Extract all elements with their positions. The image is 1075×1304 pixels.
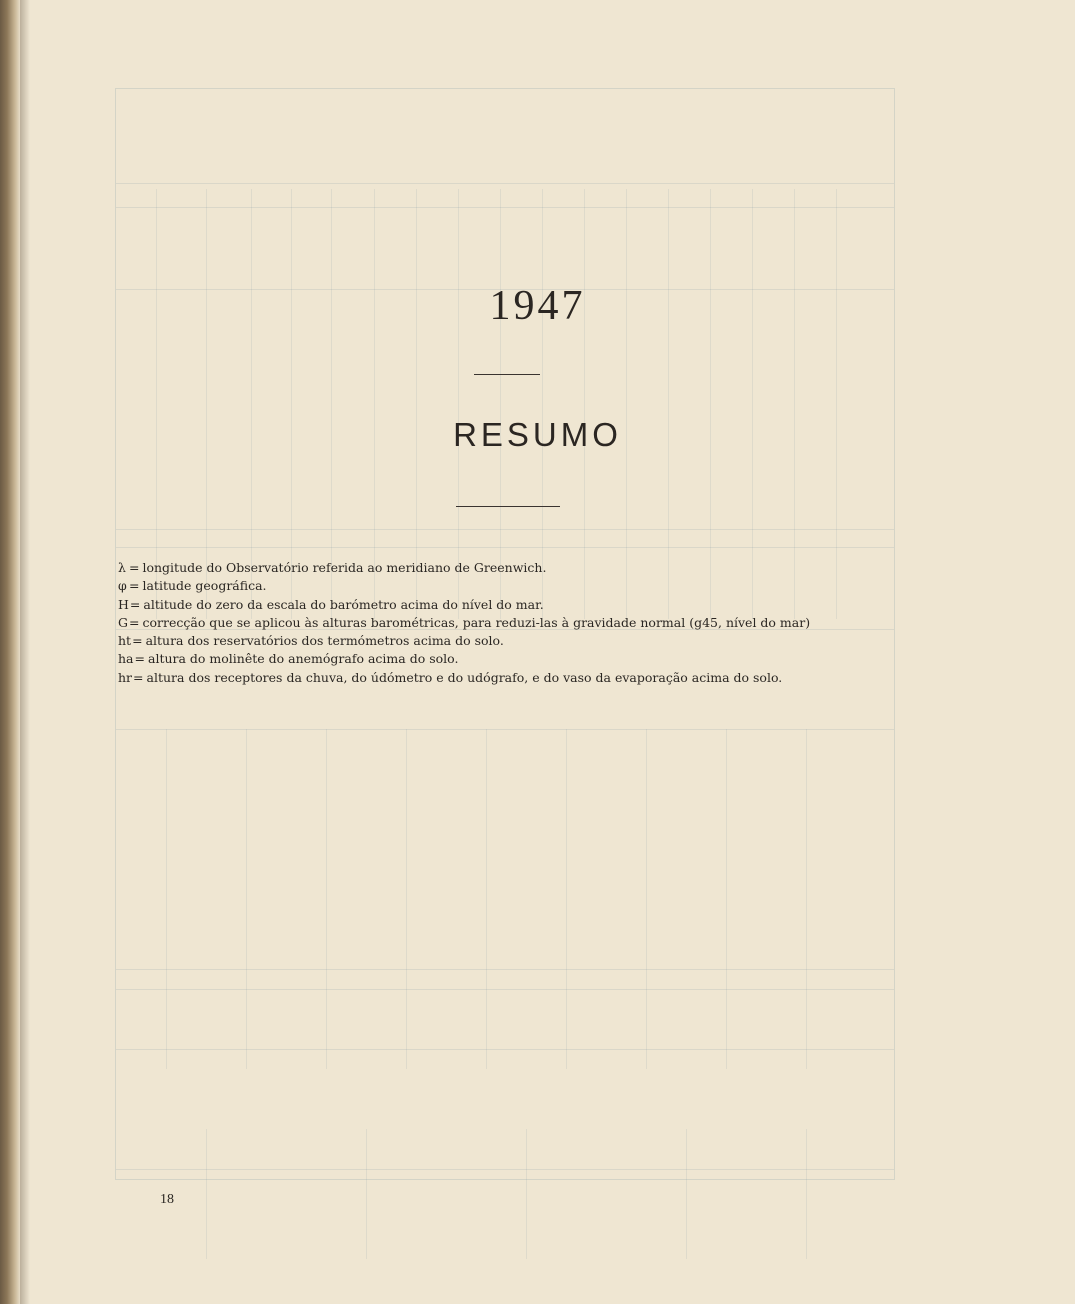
legend-symbol: φ [118,578,127,594]
legend-item: λ = longitude do Observatório referida ao meridiano de Greenwich. [118,559,898,577]
legend-symbol: G [118,614,128,630]
divider-lower [456,506,560,507]
legend-text: altura do molinête do anemógrafo acima do solo. [148,651,459,667]
legend-text: longitude do Observatório referida ao meridiano de Greenwich. [142,560,547,575]
legend-text: altura dos receptores da chuva, do údómetro e do udógrafo, e do vaso da evaporação acima do solo. [146,669,783,685]
legend-symbol: λ [118,560,126,575]
legend-text: latitude geográfica. [142,578,267,594]
binding-shadow [20,0,30,1304]
legend-item: G= correcção que se aplicou às alturas barométricas, para reduzi-las à gravidade normal (g45, nível do mar) [118,614,898,632]
legend-text: correcção que se aplicou às alturas barométricas, para reduzi-las à gravidade normal (g45, nível do mar) [142,614,811,630]
legend-symbol: H [118,596,129,612]
symbol-legend [118,559,898,687]
legend-item: hr= altura dos receptores da chuva, do údómetro e do udógrafo, e do vaso da evaporação acima do solo. [118,669,898,687]
legend-symbol: ht [118,633,132,649]
legend-item: H= altitude do zero da escala do barómetro acima do nível do mar. [118,596,898,614]
legend-item: ha= altura do molinête do anemógrafo acima do solo. [118,650,898,668]
legend-symbol: ha [118,651,134,667]
year-heading: 1947 [489,283,586,329]
legend-item: ht= altura dos reservatórios dos termómetros acima do solo. [118,632,898,650]
divider-upper [474,374,540,375]
page-title: RESUMO [453,416,622,453]
book-binding [0,0,20,1304]
legend-text: altitude do zero da escala do barómetro acima do nível do mar. [143,596,544,612]
page-number: 18 [160,1192,174,1207]
legend-symbol: hr [118,669,133,685]
legend-item: φ = latitude geográfica. [118,577,898,595]
legend-text: altura dos reservatórios dos termómetros acima do solo. [145,633,504,649]
